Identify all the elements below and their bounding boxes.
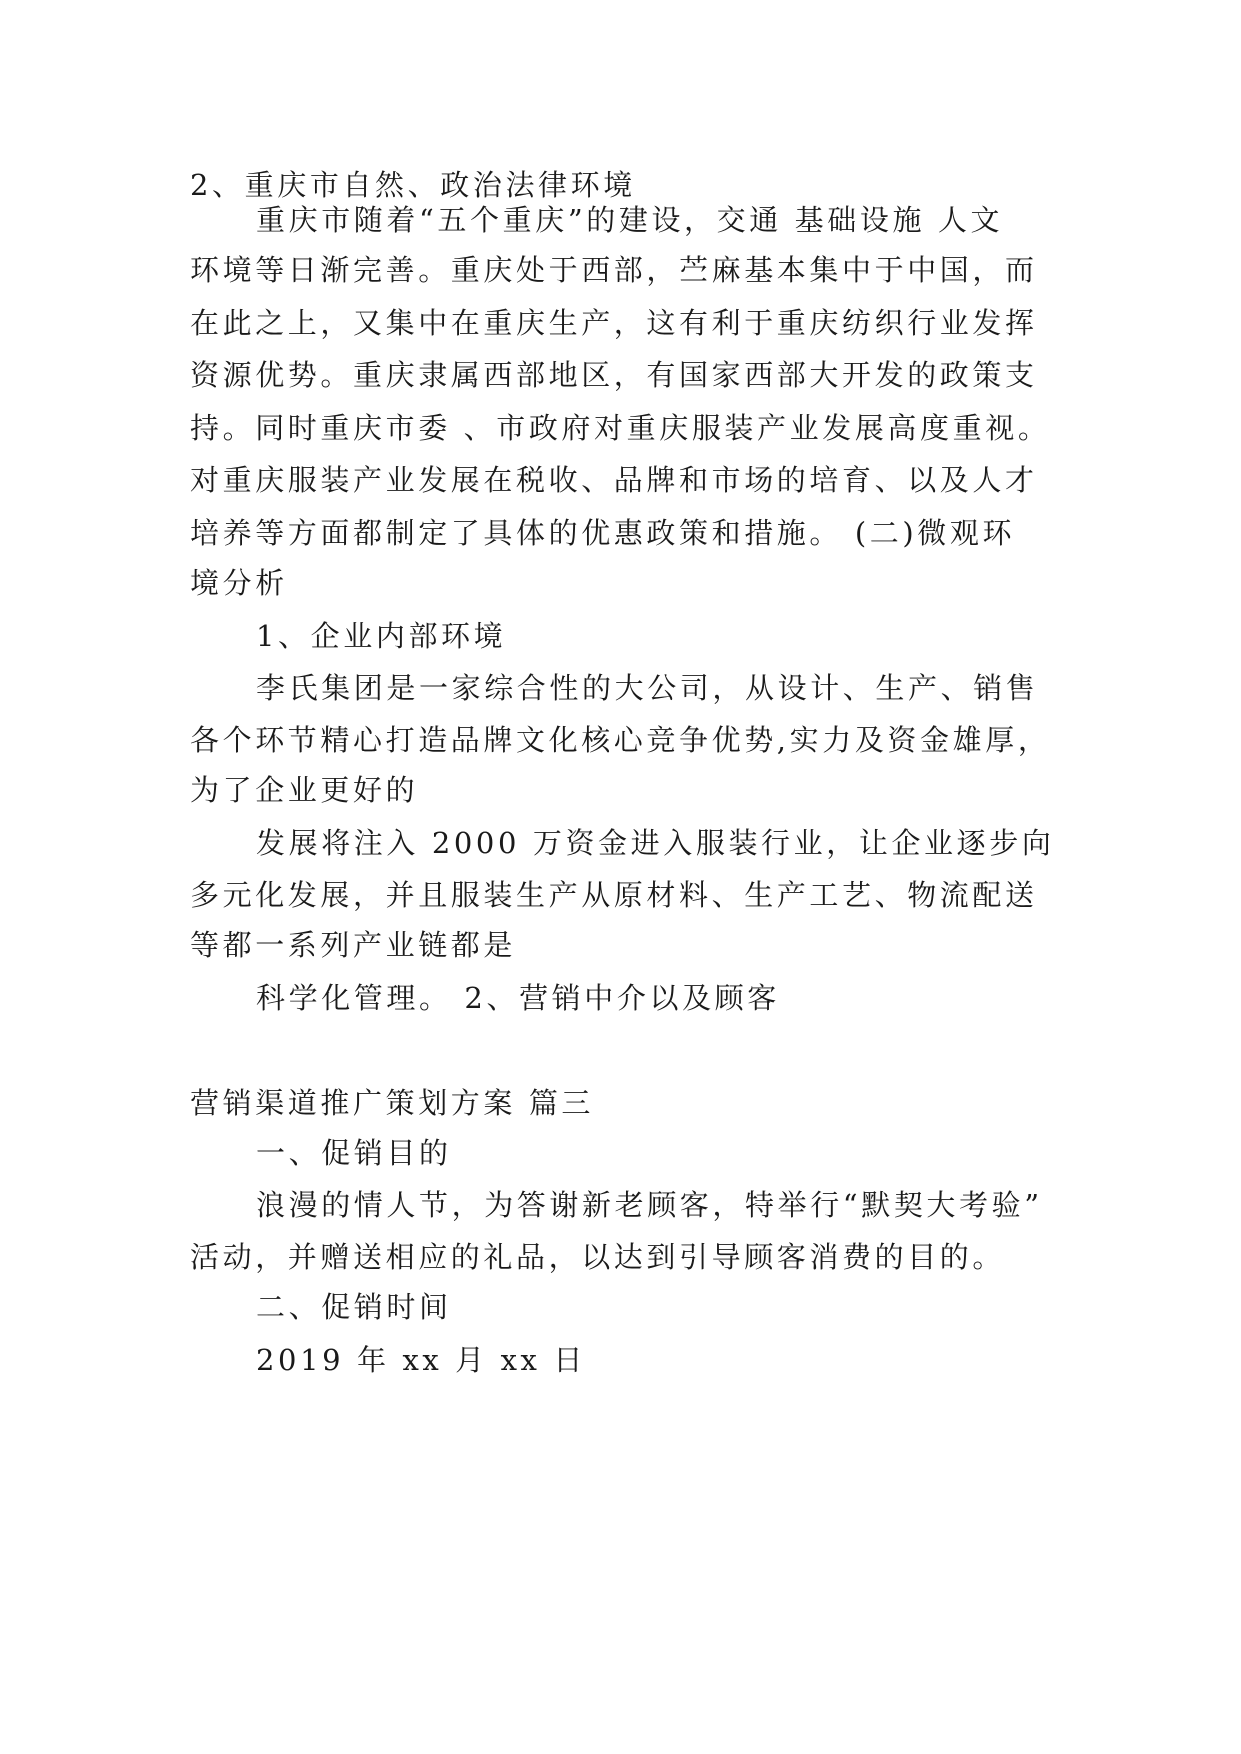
paragraph-line: 培养等方面都制定了具体的优惠政策和措施。 (二)微观环 [190, 516, 1016, 550]
paragraph-line: 重庆市随着“五个重庆”的建设，交通 基础设施 人文 [256, 203, 1004, 237]
paragraph-line: 为了企业更好的 [190, 773, 419, 807]
paragraph-line: 各个环节精心打造品牌文化核心竞争优势,实力及资金雄厚， [190, 723, 1051, 757]
paragraph-line: 境分析 [190, 566, 288, 600]
paragraph-line: 浪漫的情人节，为答谢新老顾客，特举行“默契大考验” [256, 1188, 1043, 1222]
paragraph-line: 环境等日渐完善。重庆处于西部，苎麻基本集中于中国，而 [190, 253, 1038, 287]
paragraph-line: 在此之上，又集中在重庆生产，这有利于重庆纺织行业发挥 [190, 306, 1038, 340]
paragraph-line: 等都一系列产业链都是 [190, 928, 517, 962]
paragraph-line: 资源优势。重庆隶属西部地区，有国家西部大开发的政策支 [190, 358, 1038, 392]
paragraph-line: 活动，并赠送相应的礼品，以达到引导顾客消费的目的。 [190, 1240, 1006, 1274]
paragraph-line: 多元化发展，并且服装生产从原材料、生产工艺、物流配送 [190, 878, 1038, 912]
paragraph-line: 李氏集团是一家综合性的大公司，从设计、生产、销售 [256, 671, 1039, 705]
section-heading: 2、重庆市自然、政治法律环境 [190, 168, 636, 202]
section-heading: 一、促销目的 [256, 1136, 452, 1170]
date-line: 2019 年 xx 月 xx 日 [256, 1343, 586, 1377]
paragraph-line: 发展将注入 2000 万资金进入服装行业，让企业逐步向 [256, 826, 1055, 860]
section-heading: 1、企业内部环境 [256, 619, 507, 653]
paragraph-line: 对重庆服装产业发展在税收、品牌和市场的培育、以及人才 [190, 463, 1038, 497]
section-title: 营销渠道推广策划方案 篇三 [190, 1086, 595, 1120]
section-heading: 二、促销时间 [256, 1290, 452, 1324]
paragraph-line: 科学化管理。 2、营销中介以及顾客 [256, 981, 780, 1015]
paragraph-line: 持。同时重庆市委 、市政府对重庆服装产业发展高度重视。 [190, 411, 1051, 445]
